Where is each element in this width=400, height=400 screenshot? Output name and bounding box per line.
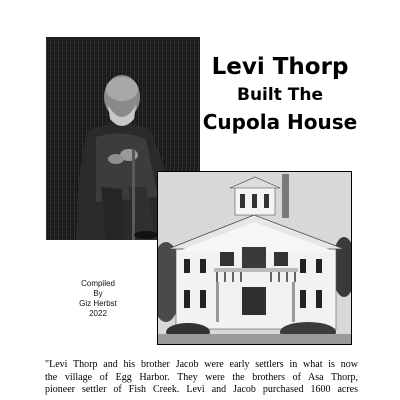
credit-compiled: Compiled: [81, 279, 115, 288]
page-title: [196, 52, 364, 136]
title-line-2: Built The: [237, 85, 323, 105]
body-line-1: "Levi Thorp and his brother Jacob were early settlers in what is now: [45, 359, 358, 370]
credit-block: [60, 279, 136, 319]
cupola-house-image: [158, 172, 351, 344]
body-paragraph: [45, 359, 358, 397]
title-line-1: Levi Thorp: [211, 54, 349, 80]
body-line-2: the village of Egg Harbor. They were the brothers of Asa Thorp,: [45, 371, 358, 383]
credit-author: Giz Herbst: [79, 299, 117, 308]
body-line-3: pioneer settler of Fish Creek. Levi and Jacob purchased 1600 acres: [45, 384, 358, 395]
credit-by: By: [93, 289, 103, 298]
credit-year: 2022: [89, 309, 107, 318]
cupola-house-photo: [157, 171, 352, 345]
title-line-3: Cupola House: [202, 110, 358, 134]
